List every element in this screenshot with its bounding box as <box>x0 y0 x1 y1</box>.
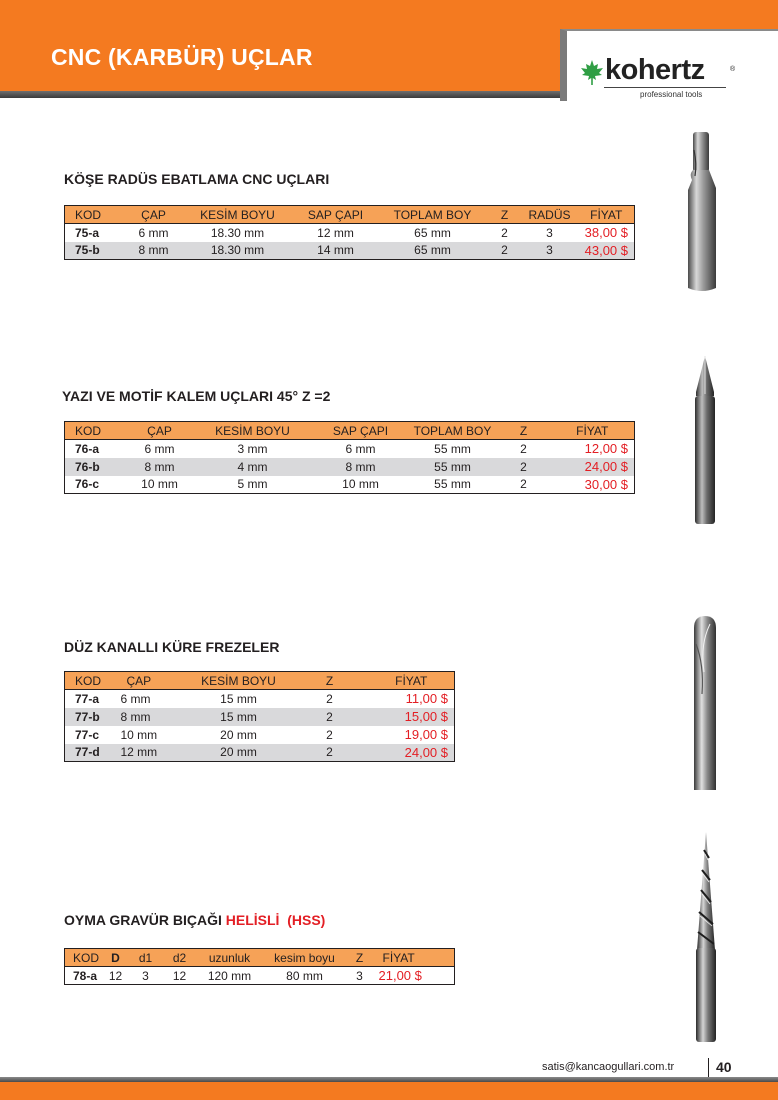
logo-underline <box>604 87 726 88</box>
page-header <box>0 0 778 100</box>
product-code: 78-a <box>73 968 98 983</box>
price-cell: 43,00 $ <box>579 242 635 260</box>
table-cell: 2 <box>291 708 369 726</box>
table-cell: 80 mm <box>286 968 323 983</box>
column-header: FİYAT <box>579 206 635 224</box>
table-cell: 15 mm <box>187 708 291 726</box>
table-cell: 65 mm <box>414 225 451 240</box>
price-cell: 21,00 $ <box>378 968 422 983</box>
column-header: TOPLAM BOY <box>377 206 489 224</box>
table-cell: 2 <box>501 225 508 240</box>
table-cell: 3 <box>546 225 553 240</box>
table-cell: 8 mm <box>313 458 409 476</box>
column-header: uzunluk <box>197 949 263 967</box>
table-cell: 10 mm <box>120 727 158 742</box>
logo-wordmark: kohertz <box>605 54 705 86</box>
section-title <box>64 912 325 928</box>
table-cell: 20 mm <box>187 744 291 762</box>
page-number: 40 <box>716 1059 732 1075</box>
price-cell: 24,00 $ <box>551 458 635 476</box>
table-cell: 20 mm <box>220 727 257 742</box>
footer-separator <box>708 1058 709 1078</box>
footer-email: satis@kancaogullari.com.tr <box>542 1061 675 1073</box>
table-row <box>65 224 635 242</box>
table-cell: 3 <box>356 968 363 983</box>
table-cell: 10 mm <box>141 477 178 492</box>
column-header: Z <box>291 672 369 690</box>
table-cell: 12 <box>108 968 123 983</box>
table-cell: 6 mm <box>345 441 376 456</box>
price-cell: 11,00 $ <box>405 691 448 707</box>
price-cell: 30,00 $ <box>584 476 628 492</box>
table-row <box>65 476 635 494</box>
product-code: 75-b <box>65 242 127 260</box>
table-cell: 6 mm <box>138 225 169 240</box>
table-row <box>65 708 455 726</box>
table-cell: 18.30 mm <box>210 225 265 240</box>
logo-tagline: professional tools <box>640 90 703 99</box>
table-cell: 3 mm <box>237 441 268 456</box>
helical-engraving-bit-image <box>688 830 724 1044</box>
table-cell: 12 mm <box>117 744 187 762</box>
table-cell: 8 mm <box>127 458 193 476</box>
logo-registered: ® <box>730 66 736 73</box>
table-row <box>65 440 635 458</box>
table-cell: 3 <box>142 968 149 983</box>
table-cell: 15 mm <box>220 691 257 706</box>
table-cell: 55 mm <box>434 477 471 492</box>
price-cell: 12,00 $ <box>584 441 628 457</box>
corner-radius-bit-image <box>680 130 724 294</box>
column-header: d1 <box>129 949 163 967</box>
v-engraving-bit-image <box>688 354 722 526</box>
ball-nose-bit-image <box>690 614 720 792</box>
column-header: TOPLAM BOY <box>409 422 497 440</box>
table-cell: 10 mm <box>342 477 379 492</box>
column-header: FİYAT <box>551 422 635 440</box>
table-row <box>65 242 635 260</box>
page-title: CNC (KARBÜR) UÇLAR <box>51 44 313 70</box>
table-cell: 14 mm <box>295 242 377 260</box>
product-table <box>64 671 455 762</box>
table-cell: 2 <box>520 477 527 492</box>
table-row <box>65 726 455 744</box>
table-row <box>65 690 455 708</box>
column-header: KOD <box>65 949 103 967</box>
table-cell: 55 mm <box>409 458 497 476</box>
table-cell: 8 mm <box>127 242 181 260</box>
table-cell: 120 mm <box>207 968 252 983</box>
column-header: ÇAP <box>127 422 193 440</box>
column-header: FİYAT <box>369 672 455 690</box>
column-header: Z <box>489 206 521 224</box>
section-title: YAZI VE MOTİF KALEM UÇLARI 45° Z =2 <box>62 388 331 404</box>
table-cell: 2 <box>291 744 369 762</box>
table-cell: 8 mm <box>117 708 187 726</box>
maple-leaf-icon <box>578 58 606 86</box>
table-cell: 5 mm <box>237 477 268 492</box>
table-cell: 2 <box>497 458 551 476</box>
product-code: 75-a <box>75 225 100 240</box>
column-header: Z <box>497 422 551 440</box>
table-cell: 2 <box>520 441 527 456</box>
table-cell: 12 <box>172 968 187 983</box>
section-title-highlight: HELİSLİ <box>225 912 280 928</box>
product-code: 76-c <box>75 477 100 492</box>
product-code: 76-b <box>65 458 127 476</box>
section-title-tail: (HSS) <box>279 912 326 928</box>
column-header: d2 <box>163 949 197 967</box>
section-title: KÖŞE RADÜS EBATLAMA CNC UÇLARI <box>64 171 330 187</box>
product-table <box>64 205 635 260</box>
price-cell: 24,00 $ <box>369 744 455 762</box>
column-header: KOD <box>65 422 127 440</box>
column-header: KESİM BOYU <box>181 206 295 224</box>
footer-band <box>0 1082 778 1100</box>
column-header: ÇAP <box>117 672 187 690</box>
table-row <box>65 458 635 476</box>
table-cell: 2 <box>326 691 333 706</box>
product-table <box>64 421 635 494</box>
price-cell: 15,00 $ <box>369 708 455 726</box>
column-header: RADÜS <box>521 206 579 224</box>
table-cell: 3 <box>521 242 579 260</box>
price-cell: 38,00 $ <box>584 225 628 241</box>
table-row <box>65 744 455 762</box>
table-cell: 12 mm <box>317 225 354 240</box>
section-title-main: OYMA GRAVÜR BIÇAĞI <box>64 912 226 928</box>
table-header-row <box>65 206 635 224</box>
table-cell: 18.30 mm <box>181 242 295 260</box>
table-header-row <box>65 672 455 690</box>
table-cell: 2 <box>326 727 333 742</box>
product-table <box>64 948 455 985</box>
section-title: DÜZ KANALLI KÜRE FREZELER <box>64 639 280 655</box>
table-cell: 6 mm <box>144 441 175 456</box>
product-code: 77-a <box>75 691 100 706</box>
column-header: ÇAP <box>127 206 181 224</box>
column-header: SAP ÇAPI <box>295 206 377 224</box>
column-header: Z <box>347 949 373 967</box>
table-cell: 55 mm <box>434 441 471 456</box>
table-cell: 65 mm <box>377 242 489 260</box>
product-code: 77-b <box>65 708 117 726</box>
product-code: 77-d <box>65 744 117 762</box>
column-header: FİYAT <box>373 949 455 967</box>
column-header: KESİM BOYU <box>193 422 313 440</box>
header-gray-bar <box>0 91 568 98</box>
column-header: KESİM BOYU <box>187 672 291 690</box>
column-header: SAP ÇAPI <box>313 422 409 440</box>
product-code: 77-c <box>75 727 100 742</box>
table-cell: 2 <box>489 242 521 260</box>
column-header: KOD <box>65 206 127 224</box>
price-cell: 19,00 $ <box>404 727 448 742</box>
table-cell: 4 mm <box>193 458 313 476</box>
column-header: kesim boyu <box>263 949 347 967</box>
table-header-row <box>65 422 635 440</box>
table-cell: 6 mm <box>120 691 151 706</box>
product-code: 76-a <box>75 441 100 456</box>
table-header-row <box>65 949 455 967</box>
table-row <box>65 967 455 985</box>
column-header: D <box>103 949 129 967</box>
column-header: KOD <box>65 672 117 690</box>
